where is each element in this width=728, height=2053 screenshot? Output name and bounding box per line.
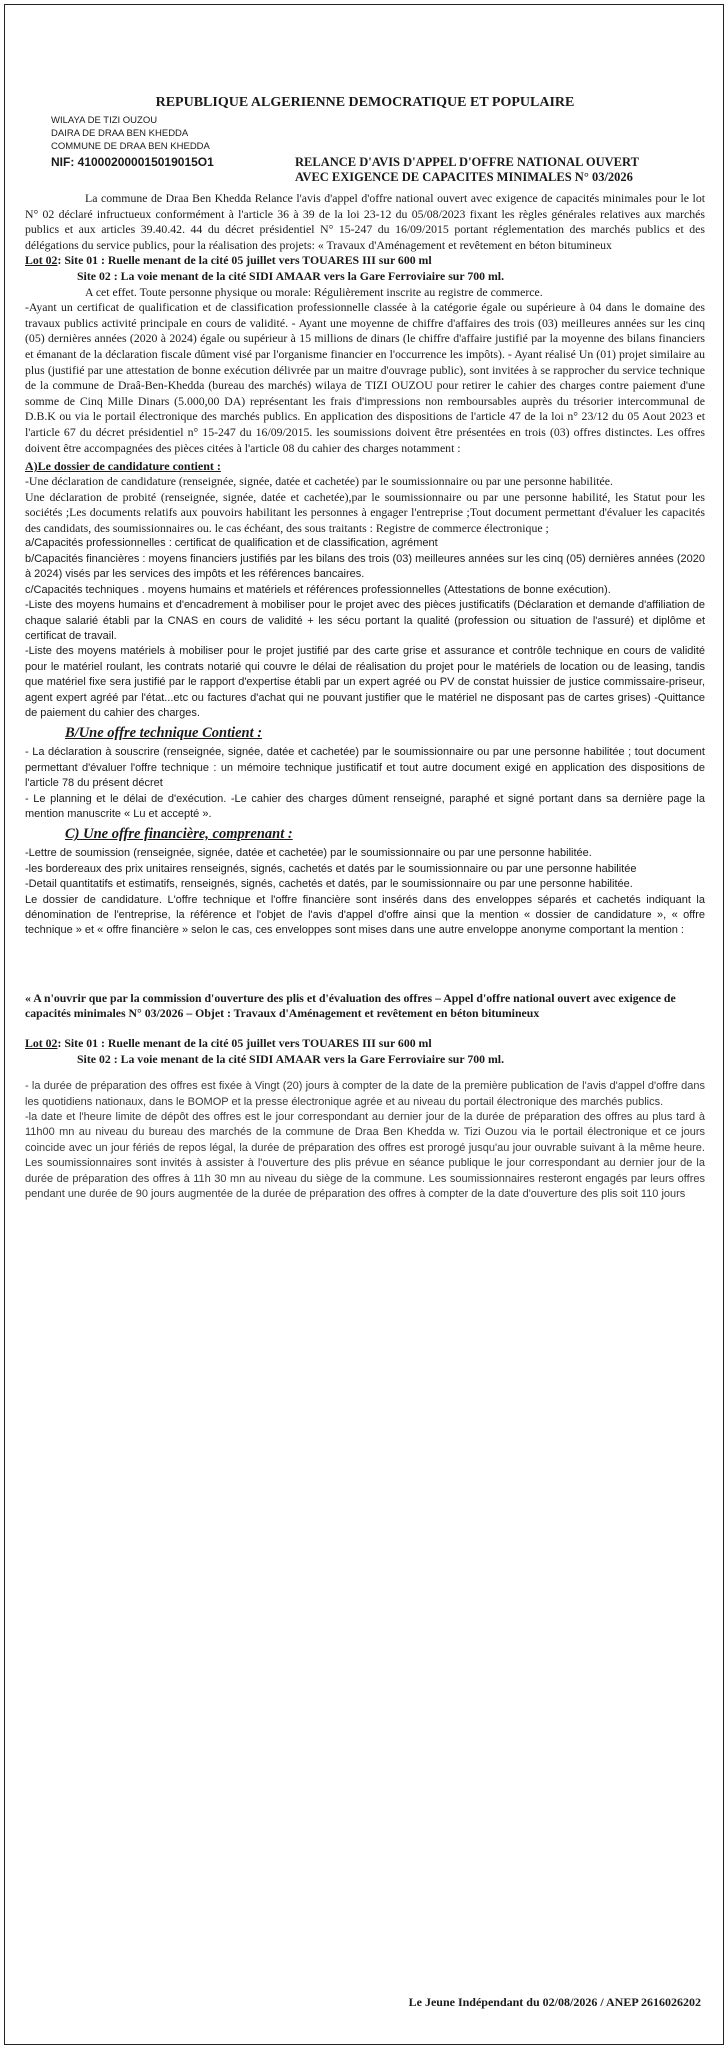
section-a-p3: -Liste des moyens humains et d'encadrement à mobiliser pour le projet avec des pièces justificatifs (Déclaration et demande d'affiliation de chaque salarié établi par la CNAS en cours de validité + les sécu portant la qualité (profession ou situation de l'assuré) et diplôme et certificat de travail. — [25, 599, 705, 642]
nif-title-row — [25, 155, 705, 185]
commune-label: COMMUNE DE DRAA BEN KHEDDA — [51, 141, 210, 152]
section-b-heading: B/Une offre technique Contient : — [65, 725, 263, 742]
lot-repeat-label: Lot 02 — [25, 1036, 58, 1050]
section-a-heading: A)Le dossier de candidature contient : — [25, 459, 221, 474]
lot-repeat-site1: : Site 01 : Ruelle menant de la cité 05 juillet vers TOUARES III sur 600 ml — [57, 1036, 432, 1050]
notice-title-line2: AVEC EXIGENCE DE CAPACITES MINIMALES N° 03/2026 — [295, 170, 633, 184]
nif-number: NIF: 410002000015019015O1 — [51, 155, 214, 169]
capacities-professional: a/Capacités professionnelles : certificat de qualification et de classification, agrément — [25, 537, 438, 550]
section-a-p4: -Liste des moyens matériels à mobiliser pour le projet justifié par des carte grise et assurance et contrôle technique en cours de validité pour le matériel roulant, les contrats notarié qui couvre le délai de réalisation du projet pour le matériels de location ou de leasing, tandis que matériel fixe sera justifié par le rapport d'expertise établi par un expert agréé ou PV de constat huissier de justice commissaire-priseur, agent expert agréé par l'état...etc ou factures d'achat qui ne pouvant justifier que le matériel ne disposant pas de cartes grises) -Quittance de paiement du cahier des charges. — [25, 645, 705, 719]
notice-title — [231, 155, 639, 185]
section-a-p1: -Une déclaration de candidature (renseignée, signée, datée et cachetée) par le soumissionnaire ou par une personne habilitée. — [25, 474, 613, 489]
daira-label: DAIRA DE DRAA BEN KHEDDA — [51, 128, 189, 139]
notice-title-line1: RELANCE D'AVIS D'APPEL D'OFFRE NATIONAL OUVERT — [295, 155, 639, 169]
lot-repeat-site2: Site 02 : La voie menant de la cité SIDI AMAAR vers la Gare Ferroviaire sur 700 ml. — [77, 1051, 505, 1066]
eligibility-paragraph: A cet effet. Toute personne physique ou morale: Régulièrement inscrite au registre de commerce. — [85, 284, 543, 299]
section-c-p2: -les bordereaux des prix unitaires renseignés, signés, cachetés et datés par le soumissionnaire ou par une personne habilitée — [25, 862, 637, 875]
section-c-p3: -Detail quantitatifs et estimatifs, renseignés, signés, cachetés et datés, par le soumissionnaire ou par une personne habilitée. — [25, 878, 633, 891]
publication-footer: Le Jeune Indépendant du 02/08/2026 / ANEP 2616026202 — [408, 1995, 701, 2009]
envelope-mention: « A n'ouvrir que par la commission d'ouverture des plis et d'évaluation des offres – Appel d'offre national ouvert avec exigence de capacités minimales N° 03/2026 – Objet : Travaux d'Aménagement et revêtement en béton bitumineux — [25, 990, 676, 1021]
lot-site1: : Site 01 : Ruelle menant de la cité 05 juillet vers TOUARES III sur 600 ml — [57, 253, 432, 268]
lot-label: Lot 02 — [25, 253, 58, 268]
lot-site2: Site 02 : La voie menant de la cité SIDI AMAAR vers la Gare Ferroviaire sur 700 ml. — [77, 268, 505, 283]
closing-p2: -la date et l'heure limite de dépôt des offres est le jour correspondant au dernier jour de la durée de préparation des offres au plus tard à 11h00 mn au niveau du bureau des marchés de la commune de Draa Ben Khedda w. Tizi Ouzou via le portail électronique et ce jours coincide avec un jour fériés de repos légal, la durée de préparation des offres est prorogé jusqu'au jour ouvrable suivant à la même heure. Les soumissionnaires sont invités à assister à l'ouverture des plis prévue en séance publique le jour correspondant au dernier jour de la durée de préparation des offres à 11h 30 mn au niveau du siège de la commune. Les soumissionnaires resteront engagés par leurs offres pendant une durée de 90 jours augmentée de la durée de préparation des offres à compter de la date d'ouverture des plis soit 110 jours — [25, 1111, 705, 1201]
section-b-p2: - Le planning et le délai de d'exécution. -Le cahier des charges dûment renseigné, paraphé et signé portant dans sa dernière page la mention manuscrite « Lu et accepté ». — [25, 792, 705, 820]
closing-p1: - la durée de préparation des offres est fixée à Vingt (20) jours à compter de la date de la première publication de l'avis d'appel d'offre dans les quotidiens nationaux, dans le BOMOP et la presse électronique agrée et au niveau du portail électronique des marchés publics. — [25, 1080, 705, 1108]
lot-block — [25, 253, 705, 269]
section-c-p4: Le dossier de candidature. L'offre technique et l'offre financière sont insérés dans des enveloppes séparés et cachetés indiquant la dénomination de l'entreprise, la référence et l'objet de l'avis d'appel d'offre ainsi que la mention « dossier de candidature », « offre technique » et « offre financière » selon le cas, ces enveloppes sont mises dans une autre enveloppe anonyme comportant la mention : — [25, 893, 705, 937]
capacities-technical: c/Capacités techniques . moyens humains et matériels et références professionnelles (Attestations de bonne exécution). — [25, 583, 611, 596]
section-c-heading: C) Une offre financière, comprenant : — [65, 826, 293, 843]
wilaya-label: WILAYA DE TIZI OUZOU — [51, 115, 158, 126]
section-a-p2: Une déclaration de probité (renseignée, signée, datée et cachetée),par le soumissionnaire ou par une personne habilité, les Statut pour les sociétés ;Les documents relatifs aux pouvoirs habilitant les personnes à engager l'entreprise ;Tout document permettant d'évaluer les capacités des candidats, des soumissionnaires ou. le cas échéant, des sous traitants : Registre de commerce électronique ; — [25, 489, 705, 535]
section-b-p1: - La déclaration à souscrire (renseignée, signée, datée et cachetée) par le soumissionnaire ou par une personne habilitée ; tout document permettant d'évaluer l'offre technique : un mémoire technique justificatif et tout autre document exigé en application des dispositions de l'article 78 du présent décret — [25, 746, 705, 790]
capacities-financial: b/Capacités financières : moyens financiers justifiés par les bilans des trois (03) meilleures années sur les cinq (05) dernières années (2020 à 2024) visés par les services des impôts et les références bancaires. — [25, 552, 705, 581]
notice-page — [4, 4, 724, 2045]
republic-heading: REPUBLIQUE ALGERIENNE DEMOCRATIQUE ET POPULAIRE — [155, 95, 575, 110]
section-c-p1: -Lettre de soumission (renseignée, signée, datée et cachetée) par le soumissionnaire ou par une personne habilitée. — [25, 847, 592, 860]
intro-paragraph: La commune de Draa Ben Khedda Relance l'avis d'appel d'offre national ouvert avec exigence de capacités minimales pour le lot N° 02 déclaré infructueux conformément à l'article 36 à 39 de la loi 23-12 du 05/08/2023 fixant les règles générales relatives aux marchés publics et aux articles 39.40.42. 44 du décret présidentiel N° 15-247 du 16/09/2015 portant réglementation des marchés publics et des délégations du service publics, pour la réalisation des projets: « Travaux d'Aménagement et revêtement en béton bitumineux — [25, 191, 705, 252]
conditions-paragraph: -Ayant un certificat de qualification et de classification professionnelle classée à la catégorie égale ou supérieure à 04 dans le domaine des travaux publics activité principale en cours de validité. - Ayant une moyenne de chiffre d'affaires des trois (03) meilleures années sur les cinq (05) dernières années (2020 à 2024) égale ou supérieur à 15 millions de dinars (le chiffre d'affaire justifié par la moyenne des bilans financiers et émanant de la déclaration fiscale dûment visé par l'organisme financier en l'occurrence les impôts). - Ayant réalisé Un (01) projet similaire au plus (justifié par une attestation de bonne exécution délivrée par un maitre d'ouvrage public), sont invitées à se rapprocher du service technique de la commune de Draâ-Ben-Khedda (bureau des marchés) wilaya de TIZI OUZOU pour retirer le cahier des charges contre paiement d'une somme de Cinq Mille Dinars (5.000,00 DA) représentant les frais d'impressions non remboursables auprès du trésorier intercommunal de D.B.K ou via le portail électronique des marchés publics. En application des dispositions de l'article 47 de la loi n° 23/12 du 05 Aout 2023 et l'article 67 du décret présidentiel n° 15-247 du 16/09/2015. les soumissions doivent être présentées en trois (03) offres distinctes. Les offres doivent être accompagnées des pièces citées à l'article 08 du cahier des charges notamment : — [25, 300, 705, 455]
lot-repeat-block — [25, 1036, 705, 1052]
